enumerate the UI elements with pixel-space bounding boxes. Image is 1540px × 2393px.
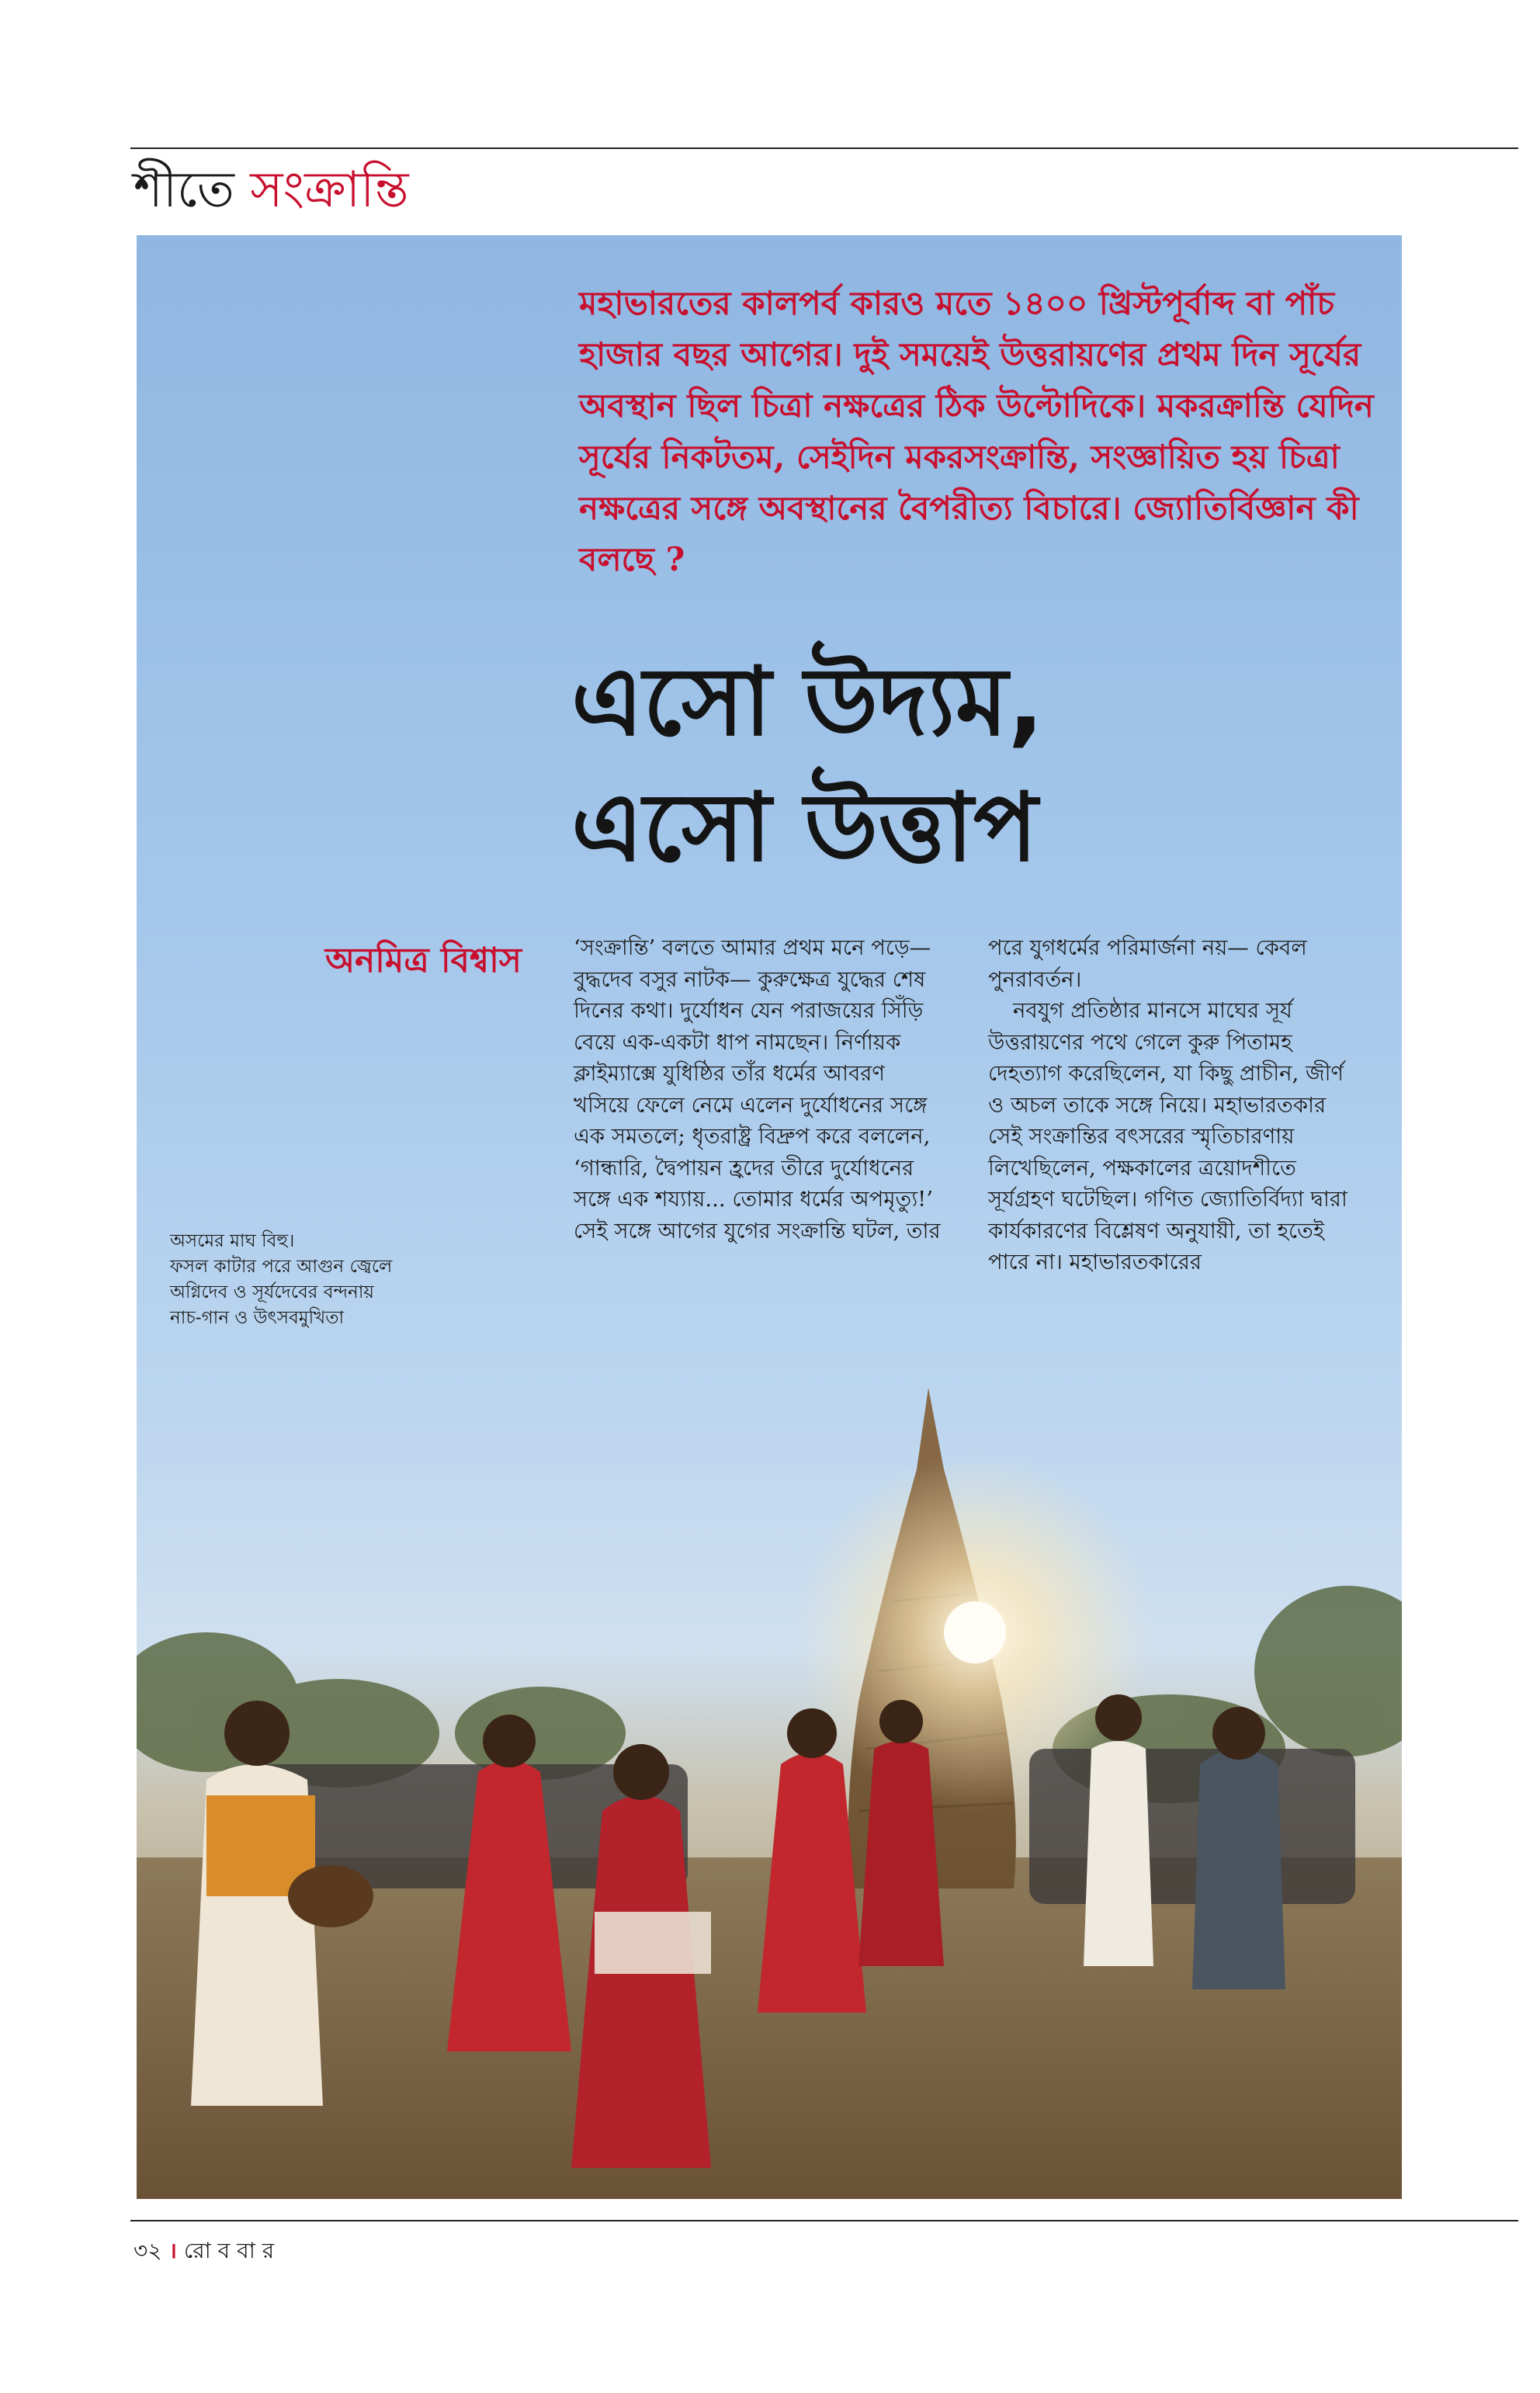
- folio-separator: ।: [168, 2238, 177, 2263]
- deck-text: মহাভারতের কালপর্ব কারও মতে ১৪০০ খ্রিস্টপূর্বাব্দ বা পাঁচ হাজার বছর আগের। দুই সময়েই উত্তরায়ণের প্রথম দিন সূর্যের অবস্থান ছিল চিত্রা নক্ষত্রের ঠিক উল্টোদিকে। মকরক্রান্তি যেদিন সূর্যের নিকটতম, সেইদিন মকরসংক্রান্তি, সংজ্ঞায়িত হয় চিত্রা নক্ষত্রের সঙ্গে অবস্থানের বৈপরীত্য বিচারে। জ্যোতির্বিজ্ঞান কী বলছে ?: [579, 284, 1374, 578]
- body-paragraph: নবযুগ প্রতিষ্ঠার মানসে মাঘের সূর্য উত্তরায়ণের পথে গেলে কুরু পিতামহ দেহত্যাগ করেছিলেন, যা কিছু প্রাচীন, জীর্ণ ও অচল তাকে সঙ্গে নিয়ে। মহাভারতকার সেই সংক্রান্তির বৎসরের স্মৃতিচারণায় লিখেছিলেন, পক্ষকালের ত্রয়োদশীতে সূর্যগ্রহণ ঘটেছিল। গণিত জ্যোতির্বিদ্যা দ্বারা কার্যকারণের বিশ্লেষণ অনুযায়ী, তা হতেই পারে না। মহাভারতকারের: [988, 998, 1348, 1275]
- caption-line: ফসল কাটার পরে আগুন জ্বেলে: [170, 1257, 393, 1277]
- body-paragraph: পরে যুগধর্মের পরিমার্জনা নয়— কেবল পুনরাবর্তন।: [988, 935, 1307, 992]
- folio: [134, 2235, 274, 2266]
- magazine-name: রো ব বা র: [183, 2238, 275, 2263]
- byline: অনমিত্র বিশ্বাস: [324, 941, 522, 980]
- headline: [571, 639, 1348, 890]
- caption-line: নাচ-গান ও উৎসবমুখিতা: [170, 1308, 345, 1328]
- headline-line-2: এসো উত্তাপ: [571, 772, 1038, 883]
- body-paragraph: ‘সংক্রান্তি’ বলতে আমার প্রথম মনে পড়ে— বুদ্ধদেব বসুর নাটক— কুরুক্ষেত্র যুদ্ধের শেষ দিনের কথা। দুর্যোধন যেন পরাজয়ের সিঁড়ি বেয়ে এক-একটা ধাপ নামছেন। নির্ণায়ক ক্লাইম্যাক্সে যুধিষ্ঠির তাঁর ধর্মের আবরণ খসিয়ে ফেলে নেমে এলেন দুর্যোধনের সঙ্গে এক সমতলে; ধৃতরাষ্ট্র বিদ্রুপ করে বললেন, ‘গান্ধারি, দ্বৈপায়ন হ্রদের তীরে দুর্যোধনের সঙ্গে এক শয্যায়... তোমার ধর্মের অপমৃত্যু!’ সেই সঙ্গে আগের যুগের সংক্রান্তি ঘটল, তার: [574, 935, 941, 1243]
- feature-artwork: [137, 235, 1402, 2199]
- caption-line: অসমের মাঘ বিহু।: [170, 1231, 295, 1251]
- top-rule: [130, 147, 1518, 149]
- section-title-black: শীতে: [134, 161, 234, 219]
- headline-line-1: এসো উদ্যম,: [571, 647, 1044, 757]
- body-column-2: [988, 932, 1357, 1278]
- photo-caption: [170, 1229, 449, 1331]
- body-column-1: [574, 932, 942, 1247]
- section-title-red: সংক্রান্তি: [250, 161, 409, 219]
- bihu-festival-photo: [137, 1268, 1402, 2199]
- page-number: ৩২: [134, 2238, 162, 2263]
- bottom-rule: [130, 2220, 1518, 2221]
- caption-line: অগ্নিদেব ও সূর্যদেবের বন্দনায়: [170, 1282, 374, 1302]
- section-title: [134, 159, 409, 221]
